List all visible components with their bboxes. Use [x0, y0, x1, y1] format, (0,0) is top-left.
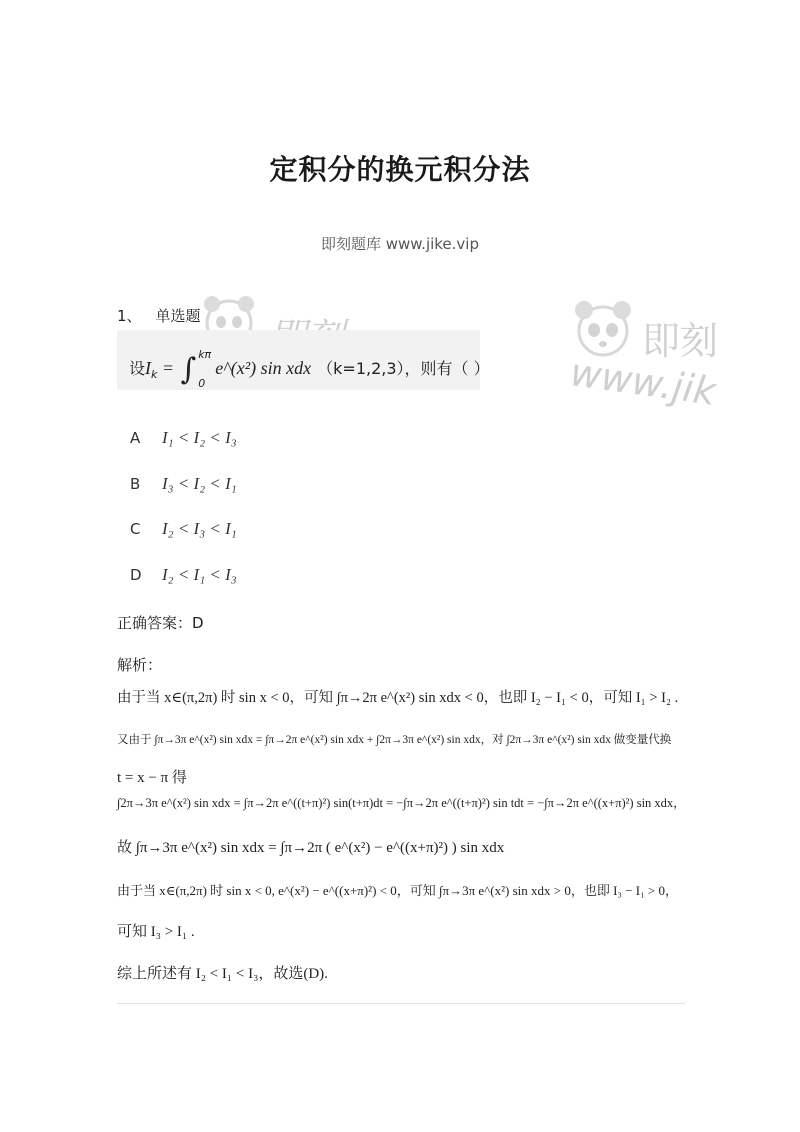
divider — [117, 1003, 685, 1004]
question-number: 1、 — [117, 307, 142, 325]
question-header — [117, 305, 201, 326]
integrand: e^(x²) sin xdx — [215, 358, 312, 378]
prompt-suffix: （k=1,2,3），则有（ ） — [317, 359, 490, 378]
question-prompt — [129, 347, 490, 390]
answer-value: D — [192, 614, 204, 632]
watermark-url: www.jik — [567, 350, 719, 414]
analysis-line-8: 综上所述有 I₂ < I₁ < I₃，故选(D). — [117, 966, 328, 982]
question-type: 单选题 — [155, 307, 201, 325]
integral-lower: 0 — [198, 376, 206, 390]
source-line: 即刻题库 www.jike.vip — [320, 235, 479, 253]
analysis-line-4: ∫2π→3π e^(x²) sin xdx = ∫π→2π e^((t+π)²) sin(t+π)dt = −∫π→2π e^((t+π)²) sin tdt = −∫π→2π e^((x+π)²) sin xdx， — [117, 796, 686, 810]
option-label: C — [130, 520, 141, 538]
watermark-right — [560, 290, 719, 420]
prompt-prefix: 设 — [129, 359, 146, 378]
analysis-line-3: t = x − π 得 — [117, 770, 187, 786]
analysis-line-5: 故 ∫π→3π e^(x²) sin xdx = ∫π→2π ( e^(x²) − e^((x+π)²) ) sin xdx — [117, 840, 505, 856]
watermark-brand-right: 即刻 — [642, 319, 719, 363]
option-label: A — [130, 429, 141, 447]
option-a[interactable] — [130, 428, 237, 448]
correct-answer — [117, 612, 204, 633]
prompt-formula: I — [145, 358, 152, 378]
prompt-formula-eq: = — [157, 358, 179, 378]
page-title: 定积分的换元积分法 — [269, 153, 531, 186]
option-label: D — [130, 566, 142, 584]
analysis-line-2: 又由于 ∫π→3π e^(x²) sin xdx = ∫π→2π e^(x²) sin xdx + ∫2π→3π e^(x²) sin xdx，对 ∫2π→3π e^(x²) sin xdx 做变量代换 — [117, 734, 672, 746]
prompt-formula-sub: k — [151, 368, 158, 382]
option-b[interactable] — [130, 474, 237, 494]
integral-sign: ∫ — [180, 352, 197, 387]
question-box — [117, 330, 490, 390]
analysis-line-7: 可知 I₃ > I₁ . — [117, 924, 195, 940]
analysis-label: 解析： — [117, 656, 163, 674]
analysis-line-1: 由于当 x∈(π,2π) 时 sin x < 0，可知 ∫π→2π e^(x²) sin xdx < 0，也即 I₂ − I₁ < 0，可知 I₁ > I₂ . — [117, 690, 679, 706]
integral-upper: kπ — [198, 347, 212, 361]
option-d[interactable] — [130, 565, 237, 585]
panda-logo-icon — [568, 294, 638, 364]
option-expr: I₃ < I₂ < I₁ — [162, 474, 237, 493]
option-expr: I₂ < I₁ < I₃ — [162, 565, 237, 584]
option-label: B — [130, 475, 141, 493]
option-expr: I₂ < I₃ < I₁ — [162, 519, 237, 538]
analysis-line-6: 由于当 x∈(π,2π) 时 sin x < 0, e^(x²) − e^((x+π)²) < 0，可知 ∫π→3π e^(x²) sin xdx > 0，也即 I₃ − I₁ > 0， — [117, 883, 678, 898]
option-c[interactable] — [130, 519, 237, 539]
option-expr: I₁ < I₂ < I₃ — [162, 428, 237, 447]
answer-label: 正确答案： — [117, 614, 193, 632]
